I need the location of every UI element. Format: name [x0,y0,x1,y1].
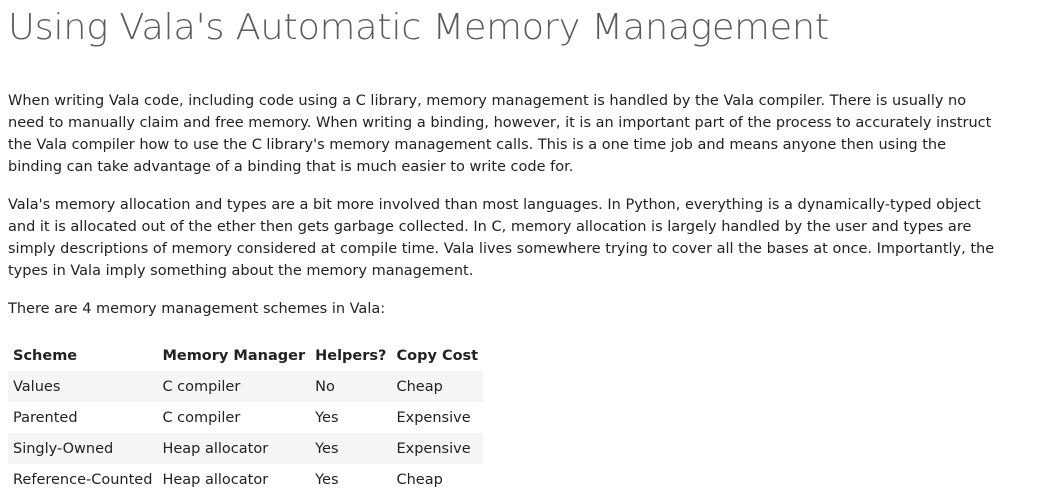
paragraph-schemes-intro: There are 4 memory management schemes in Vala: [8,301,386,317]
cell-memory-manager: Heap allocator [162,471,269,488]
table-row [8,464,483,495]
cell-copy-cost: Expensive [396,409,471,426]
table-row [8,402,483,433]
cell-scheme: Parented [13,409,78,426]
cell-memory-manager: C compiler [162,409,241,426]
cell-helpers: No [315,378,335,395]
cell-scheme: Singly-Owned [13,440,114,457]
cell-memory-manager: Heap allocator [162,440,269,457]
table-row [8,433,483,464]
memory-schemes-table [8,340,483,495]
table-row [8,371,483,402]
cell-copy-cost: Cheap [396,378,443,395]
column-header-memory-manager: Memory Manager [162,347,306,364]
cell-memory-manager: C compiler [162,378,241,395]
cell-scheme: Values [13,378,61,395]
cell-helpers: Yes [315,440,339,457]
cell-copy-cost: Expensive [396,440,471,457]
page-title: Using Vala's Automatic Memory Management [8,7,829,48]
cell-helpers: Yes [315,409,339,426]
paragraph-intro: When writing Vala code, including code using a C library, memory management is handled by the Vala compiler. There is usually no need to manually claim and free memory. When writing a binding, however, it is an important part of the process to accurately instruct the Vala compiler how to use the C library's memory management calls. This is a one time job and means anyone then using the binding can take advantage of a binding that is much easier to write code for. [8,93,992,175]
column-header-helpers: Helpers? [315,347,387,364]
table-header-row [8,340,483,371]
cell-scheme: Reference-Counted [13,471,153,488]
paragraph-allocation: Vala's memory allocation and types are a bit more involved than most languages. In Python, everything is a dynamically-typed object and it is allocated out of the ether then gets garbage collected. In C, memory allocation is largely handled by the user and types are simply descriptions of memory considered at compile time. Vala lives somewhere trying to cover all the bases at once. Importantly, the types in Vala imply something about the memory management. [8,197,995,279]
cell-helpers: Yes [315,471,339,488]
column-header-scheme: Scheme [13,347,78,364]
column-header-copy-cost: Copy Cost [396,347,479,364]
cell-copy-cost: Cheap [396,471,443,488]
